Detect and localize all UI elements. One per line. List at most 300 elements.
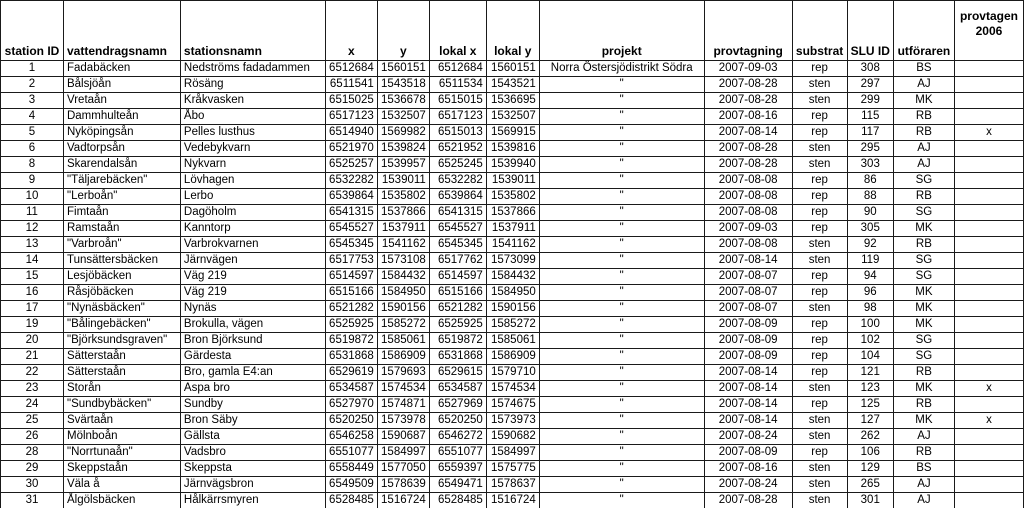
cell-lokal-y[interactable]: 1585061 (486, 333, 539, 349)
cell-stationsnamn[interactable]: Pelles lusthus (180, 125, 325, 141)
cell-provtagning[interactable]: 2007-08-07 (704, 285, 792, 301)
cell-y[interactable]: 1537911 (377, 221, 429, 237)
cell-substrat[interactable]: sten (792, 381, 847, 397)
cell-lokal-y[interactable]: 1573973 (486, 413, 539, 429)
cell-stationsnamn[interactable]: Dagöholm (180, 205, 325, 221)
cell-substrat[interactable]: sten (792, 413, 847, 429)
cell-slu-id[interactable]: 129 (847, 461, 893, 477)
cell-substrat[interactable]: rep (792, 317, 847, 333)
cell-utforaren[interactable]: AJ (893, 77, 954, 93)
cell-x[interactable]: 6539864 (325, 189, 377, 205)
cell-provtagning[interactable]: 2007-08-16 (704, 461, 792, 477)
cell-lokal-y[interactable]: 1569915 (486, 125, 539, 141)
cell-lokal-x[interactable]: 6551077 (429, 445, 486, 461)
cell-projekt[interactable]: " (539, 269, 704, 285)
cell-y[interactable]: 1585061 (377, 333, 429, 349)
cell-lokal-x[interactable]: 6519872 (429, 333, 486, 349)
cell-station-id[interactable]: 16 (1, 285, 64, 301)
cell-lokal-y[interactable]: 1584432 (486, 269, 539, 285)
cell-stationsnamn[interactable]: Vadsbro (180, 445, 325, 461)
cell-lokal-x[interactable]: 6545345 (429, 237, 486, 253)
cell-provtagning[interactable]: 2007-08-07 (704, 301, 792, 317)
cell-y[interactable]: 1574534 (377, 381, 429, 397)
cell-utforaren[interactable]: RB (893, 397, 954, 413)
cell-station-id[interactable]: 28 (1, 445, 64, 461)
cell-station-id[interactable]: 20 (1, 333, 64, 349)
cell-y[interactable]: 1536678 (377, 93, 429, 109)
cell-provtagning[interactable]: 2007-08-28 (704, 77, 792, 93)
cell-lokal-x[interactable]: 6559397 (429, 461, 486, 477)
cell-stationsnamn[interactable]: Varbrokvarnen (180, 237, 325, 253)
cell-projekt[interactable]: " (539, 493, 704, 508)
cell-lokal-x[interactable]: 6541315 (429, 205, 486, 221)
cell-stationsnamn[interactable]: Kråkvasken (180, 93, 325, 109)
cell-provtagen-2006[interactable]: x (954, 125, 1023, 141)
cell-vattendragsnamn[interactable]: Väla å (63, 477, 180, 493)
cell-station-id[interactable]: 25 (1, 413, 64, 429)
cell-lokal-x[interactable]: 6546272 (429, 429, 486, 445)
cell-provtagen-2006[interactable] (954, 493, 1023, 508)
cell-vattendragsnamn[interactable]: "Täljarebäcken" (63, 173, 180, 189)
header-y[interactable]: y (377, 1, 429, 61)
cell-lokal-x[interactable]: 6529615 (429, 365, 486, 381)
cell-utforaren[interactable]: MK (893, 93, 954, 109)
cell-stationsnamn[interactable]: Järnvägsbron (180, 477, 325, 493)
cell-lokal-y[interactable]: 1537911 (486, 221, 539, 237)
cell-projekt[interactable]: " (539, 317, 704, 333)
cell-stationsnamn[interactable]: Gällsta (180, 429, 325, 445)
cell-provtagning[interactable]: 2007-08-28 (704, 493, 792, 508)
cell-stationsnamn[interactable]: Nedströms fadadammen (180, 61, 325, 77)
cell-substrat[interactable]: sten (792, 253, 847, 269)
cell-slu-id[interactable]: 98 (847, 301, 893, 317)
cell-lokal-x[interactable]: 6549471 (429, 477, 486, 493)
cell-lokal-x[interactable]: 6527969 (429, 397, 486, 413)
cell-provtagning[interactable]: 2007-08-14 (704, 253, 792, 269)
cell-provtagen-2006[interactable] (954, 301, 1023, 317)
cell-lokal-y[interactable]: 1541162 (486, 237, 539, 253)
cell-provtagen-2006[interactable] (954, 429, 1023, 445)
cell-lokal-y[interactable]: 1532507 (486, 109, 539, 125)
cell-y[interactable]: 1543518 (377, 77, 429, 93)
cell-provtagning[interactable]: 2007-08-14 (704, 365, 792, 381)
cell-slu-id[interactable]: 100 (847, 317, 893, 333)
cell-projekt[interactable]: " (539, 141, 704, 157)
cell-vattendragsnamn[interactable]: Dammhulteån (63, 109, 180, 125)
cell-lokal-x[interactable]: 6521282 (429, 301, 486, 317)
cell-projekt[interactable]: " (539, 173, 704, 189)
cell-station-id[interactable]: 4 (1, 109, 64, 125)
cell-utforaren[interactable]: SG (893, 349, 954, 365)
cell-y[interactable]: 1584997 (377, 445, 429, 461)
cell-vattendragsnamn[interactable]: Fimtaån (63, 205, 180, 221)
cell-substrat[interactable]: rep (792, 221, 847, 237)
cell-projekt[interactable]: " (539, 477, 704, 493)
cell-vattendragsnamn[interactable]: Råsjöbäcken (63, 285, 180, 301)
cell-x[interactable]: 6532282 (325, 173, 377, 189)
cell-slu-id[interactable]: 121 (847, 365, 893, 381)
cell-slu-id[interactable]: 301 (847, 493, 893, 508)
cell-projekt[interactable]: " (539, 381, 704, 397)
cell-provtagning[interactable]: 2007-08-14 (704, 381, 792, 397)
cell-lokal-x[interactable]: 6528485 (429, 493, 486, 508)
cell-substrat[interactable]: rep (792, 397, 847, 413)
cell-vattendragsnamn[interactable]: Nyköpingsån (63, 125, 180, 141)
cell-provtagning[interactable]: 2007-08-14 (704, 397, 792, 413)
cell-provtagning[interactable]: 2007-08-24 (704, 477, 792, 493)
cell-provtagning[interactable]: 2007-08-14 (704, 125, 792, 141)
cell-vattendragsnamn[interactable]: Skarendalsån (63, 157, 180, 173)
cell-vattendragsnamn[interactable]: Bålsjöån (63, 77, 180, 93)
cell-y[interactable]: 1590687 (377, 429, 429, 445)
cell-provtagen-2006[interactable]: x (954, 413, 1023, 429)
header-stationsnamn[interactable]: stationsnamn (180, 1, 325, 61)
cell-station-id[interactable]: 14 (1, 253, 64, 269)
cell-station-id[interactable]: 13 (1, 237, 64, 253)
cell-station-id[interactable]: 30 (1, 477, 64, 493)
cell-slu-id[interactable]: 115 (847, 109, 893, 125)
cell-lokal-x[interactable]: 6512684 (429, 61, 486, 77)
cell-lokal-y[interactable]: 1584997 (486, 445, 539, 461)
cell-projekt[interactable]: Norra Östersjödistrikt Södra (539, 61, 704, 77)
cell-provtagen-2006[interactable] (954, 285, 1023, 301)
cell-x[interactable]: 6545345 (325, 237, 377, 253)
cell-projekt[interactable]: " (539, 365, 704, 381)
cell-y[interactable]: 1516724 (377, 493, 429, 508)
cell-x[interactable]: 6529619 (325, 365, 377, 381)
cell-slu-id[interactable]: 106 (847, 445, 893, 461)
cell-slu-id[interactable]: 303 (847, 157, 893, 173)
cell-x[interactable]: 6520250 (325, 413, 377, 429)
cell-substrat[interactable]: rep (792, 365, 847, 381)
cell-provtagen-2006[interactable] (954, 317, 1023, 333)
cell-station-id[interactable]: 10 (1, 189, 64, 205)
cell-station-id[interactable]: 2 (1, 77, 64, 93)
cell-substrat[interactable]: rep (792, 285, 847, 301)
cell-stationsnamn[interactable]: Sundby (180, 397, 325, 413)
cell-provtagning[interactable]: 2007-08-08 (704, 237, 792, 253)
cell-slu-id[interactable]: 127 (847, 413, 893, 429)
cell-utforaren[interactable]: RB (893, 237, 954, 253)
cell-projekt[interactable]: " (539, 221, 704, 237)
cell-substrat[interactable]: sten (792, 477, 847, 493)
cell-substrat[interactable]: sten (792, 237, 847, 253)
cell-provtagen-2006[interactable] (954, 349, 1023, 365)
cell-utforaren[interactable]: AJ (893, 157, 954, 173)
cell-y[interactable]: 1541162 (377, 237, 429, 253)
cell-vattendragsnamn[interactable]: Vadtorpsån (63, 141, 180, 157)
cell-y[interactable]: 1579693 (377, 365, 429, 381)
cell-lokal-x[interactable]: 6525245 (429, 157, 486, 173)
cell-station-id[interactable]: 26 (1, 429, 64, 445)
cell-stationsnamn[interactable]: Bron Säby (180, 413, 325, 429)
cell-slu-id[interactable]: 297 (847, 77, 893, 93)
cell-stationsnamn[interactable]: Brokulla, vägen (180, 317, 325, 333)
cell-station-id[interactable]: 19 (1, 317, 64, 333)
cell-projekt[interactable]: " (539, 461, 704, 477)
cell-lokal-x[interactable]: 6517123 (429, 109, 486, 125)
cell-lokal-x[interactable]: 6517762 (429, 253, 486, 269)
cell-stationsnamn[interactable]: Lerbo (180, 189, 325, 205)
cell-lokal-y[interactable]: 1586909 (486, 349, 539, 365)
cell-projekt[interactable]: " (539, 333, 704, 349)
cell-slu-id[interactable]: 308 (847, 61, 893, 77)
cell-vattendragsnamn[interactable]: "Lerboån" (63, 189, 180, 205)
cell-utforaren[interactable]: MK (893, 317, 954, 333)
cell-x[interactable]: 6517753 (325, 253, 377, 269)
cell-x[interactable]: 6514597 (325, 269, 377, 285)
cell-projekt[interactable]: " (539, 125, 704, 141)
cell-station-id[interactable]: 15 (1, 269, 64, 285)
cell-vattendragsnamn[interactable]: Svärtaån (63, 413, 180, 429)
cell-projekt[interactable]: " (539, 109, 704, 125)
cell-lokal-y[interactable]: 1516724 (486, 493, 539, 508)
cell-lokal-x[interactable]: 6525925 (429, 317, 486, 333)
cell-y[interactable]: 1539011 (377, 173, 429, 189)
cell-lokal-y[interactable]: 1578637 (486, 477, 539, 493)
cell-provtagning[interactable]: 2007-08-08 (704, 173, 792, 189)
cell-station-id[interactable]: 24 (1, 397, 64, 413)
cell-lokal-y[interactable]: 1575775 (486, 461, 539, 477)
header-substrat[interactable]: substrat (792, 1, 847, 61)
cell-substrat[interactable]: rep (792, 173, 847, 189)
cell-lokal-y[interactable]: 1585272 (486, 317, 539, 333)
cell-utforaren[interactable]: MK (893, 221, 954, 237)
cell-lokal-x[interactable]: 6539864 (429, 189, 486, 205)
cell-substrat[interactable]: sten (792, 93, 847, 109)
cell-utforaren[interactable]: AJ (893, 429, 954, 445)
cell-utforaren[interactable]: SG (893, 205, 954, 221)
cell-substrat[interactable]: rep (792, 109, 847, 125)
cell-slu-id[interactable]: 90 (847, 205, 893, 221)
cell-utforaren[interactable]: AJ (893, 493, 954, 508)
cell-lokal-y[interactable]: 1579710 (486, 365, 539, 381)
cell-vattendragsnamn[interactable]: "Varbroån" (63, 237, 180, 253)
cell-y[interactable]: 1584950 (377, 285, 429, 301)
cell-slu-id[interactable]: 262 (847, 429, 893, 445)
cell-provtagning[interactable]: 2007-08-07 (704, 269, 792, 285)
cell-x[interactable]: 6558449 (325, 461, 377, 477)
cell-station-id[interactable]: 5 (1, 125, 64, 141)
cell-lokal-x[interactable]: 6515013 (429, 125, 486, 141)
cell-stationsnamn[interactable]: Aspa bro (180, 381, 325, 397)
cell-lokal-y[interactable]: 1590682 (486, 429, 539, 445)
cell-vattendragsnamn[interactable]: Tunsättersbäcken (63, 253, 180, 269)
cell-lokal-x[interactable]: 6515015 (429, 93, 486, 109)
cell-provtagen-2006[interactable] (954, 205, 1023, 221)
cell-lokal-y[interactable]: 1574675 (486, 397, 539, 413)
cell-utforaren[interactable]: BS (893, 61, 954, 77)
cell-station-id[interactable]: 17 (1, 301, 64, 317)
cell-y[interactable]: 1569982 (377, 125, 429, 141)
cell-lokal-x[interactable]: 6511534 (429, 77, 486, 93)
cell-stationsnamn[interactable]: Bron Björksund (180, 333, 325, 349)
cell-projekt[interactable]: " (539, 157, 704, 173)
cell-x[interactable]: 6515025 (325, 93, 377, 109)
cell-provtagen-2006[interactable] (954, 61, 1023, 77)
cell-vattendragsnamn[interactable]: "Björksundsgraven" (63, 333, 180, 349)
cell-vattendragsnamn[interactable]: Skeppstaån (63, 461, 180, 477)
cell-substrat[interactable]: sten (792, 493, 847, 508)
cell-provtagen-2006[interactable] (954, 109, 1023, 125)
cell-vattendragsnamn[interactable]: Mölnboån (63, 429, 180, 445)
cell-vattendragsnamn[interactable]: Storån (63, 381, 180, 397)
cell-slu-id[interactable]: 119 (847, 253, 893, 269)
cell-x[interactable]: 6541315 (325, 205, 377, 221)
cell-lokal-y[interactable]: 1573099 (486, 253, 539, 269)
cell-utforaren[interactable]: AJ (893, 141, 954, 157)
cell-provtagen-2006[interactable] (954, 77, 1023, 93)
cell-station-id[interactable]: 23 (1, 381, 64, 397)
cell-lokal-y[interactable]: 1539940 (486, 157, 539, 173)
cell-x[interactable]: 6515166 (325, 285, 377, 301)
cell-provtagning[interactable]: 2007-08-16 (704, 109, 792, 125)
cell-provtagning[interactable]: 2007-08-08 (704, 189, 792, 205)
cell-projekt[interactable]: " (539, 253, 704, 269)
cell-y[interactable]: 1577050 (377, 461, 429, 477)
cell-vattendragsnamn[interactable]: "Sundbybäcken" (63, 397, 180, 413)
cell-provtagning[interactable]: 2007-08-28 (704, 157, 792, 173)
cell-utforaren[interactable]: SG (893, 173, 954, 189)
cell-vattendragsnamn[interactable]: Vretaån (63, 93, 180, 109)
cell-provtagning[interactable]: 2007-08-09 (704, 317, 792, 333)
header-provtagning[interactable]: provtagning (704, 1, 792, 61)
cell-x[interactable]: 6531868 (325, 349, 377, 365)
cell-station-id[interactable]: 12 (1, 221, 64, 237)
cell-lokal-y[interactable]: 1590156 (486, 301, 539, 317)
cell-slu-id[interactable]: 96 (847, 285, 893, 301)
cell-utforaren[interactable]: SG (893, 333, 954, 349)
cell-substrat[interactable]: sten (792, 429, 847, 445)
cell-substrat[interactable]: rep (792, 189, 847, 205)
cell-lokal-y[interactable]: 1560151 (486, 61, 539, 77)
header-projekt[interactable]: projekt (539, 1, 704, 61)
cell-projekt[interactable]: " (539, 349, 704, 365)
cell-lokal-x[interactable]: 6514597 (429, 269, 486, 285)
cell-stationsnamn[interactable]: Skeppsta (180, 461, 325, 477)
cell-utforaren[interactable]: BS (893, 461, 954, 477)
cell-provtagen-2006[interactable] (954, 157, 1023, 173)
cell-y[interactable]: 1537866 (377, 205, 429, 221)
cell-substrat[interactable]: sten (792, 77, 847, 93)
cell-station-id[interactable]: 21 (1, 349, 64, 365)
cell-provtagen-2006[interactable] (954, 461, 1023, 477)
cell-x[interactable]: 6511541 (325, 77, 377, 93)
header-vattendragsnamn[interactable]: vattendragsnamn (63, 1, 180, 61)
cell-stationsnamn[interactable]: Vedebykvarn (180, 141, 325, 157)
cell-x[interactable]: 6551077 (325, 445, 377, 461)
cell-slu-id[interactable]: 92 (847, 237, 893, 253)
cell-lokal-y[interactable]: 1539011 (486, 173, 539, 189)
cell-slu-id[interactable]: 104 (847, 349, 893, 365)
cell-stationsnamn[interactable]: Gärdesta (180, 349, 325, 365)
cell-slu-id[interactable]: 102 (847, 333, 893, 349)
cell-vattendragsnamn[interactable]: "Nynäsbäcken" (63, 301, 180, 317)
cell-stationsnamn[interactable]: Kanntorp (180, 221, 325, 237)
cell-station-id[interactable]: 29 (1, 461, 64, 477)
cell-provtagen-2006[interactable] (954, 253, 1023, 269)
cell-slu-id[interactable]: 295 (847, 141, 893, 157)
cell-x[interactable]: 6528485 (325, 493, 377, 508)
cell-provtagning[interactable]: 2007-08-24 (704, 429, 792, 445)
cell-projekt[interactable]: " (539, 77, 704, 93)
cell-provtagen-2006[interactable] (954, 237, 1023, 253)
cell-vattendragsnamn[interactable]: Ålgölsbäcken (63, 493, 180, 508)
header-lokal-x[interactable]: lokal x (429, 1, 486, 61)
cell-slu-id[interactable]: 299 (847, 93, 893, 109)
cell-stationsnamn[interactable]: Nykvarn (180, 157, 325, 173)
cell-x[interactable]: 6525925 (325, 317, 377, 333)
cell-lokal-y[interactable]: 1584950 (486, 285, 539, 301)
cell-lokal-y[interactable]: 1574534 (486, 381, 539, 397)
cell-y[interactable]: 1585272 (377, 317, 429, 333)
cell-lokal-x[interactable]: 6521952 (429, 141, 486, 157)
cell-provtagen-2006[interactable] (954, 365, 1023, 381)
cell-lokal-x[interactable]: 6545527 (429, 221, 486, 237)
cell-provtagen-2006[interactable] (954, 477, 1023, 493)
cell-y[interactable]: 1584432 (377, 269, 429, 285)
cell-stationsnamn[interactable]: Bro, gamla E4:an (180, 365, 325, 381)
cell-x[interactable]: 6521282 (325, 301, 377, 317)
cell-substrat[interactable]: rep (792, 333, 847, 349)
cell-stationsnamn[interactable]: Rösäng (180, 77, 325, 93)
cell-stationsnamn[interactable]: Åbo (180, 109, 325, 125)
cell-substrat[interactable]: sten (792, 301, 847, 317)
cell-x[interactable]: 6545527 (325, 221, 377, 237)
header-slu-id[interactable]: SLU ID (847, 1, 893, 61)
cell-x[interactable]: 6521970 (325, 141, 377, 157)
cell-substrat[interactable]: rep (792, 61, 847, 77)
cell-slu-id[interactable]: 88 (847, 189, 893, 205)
header-lokal-y[interactable]: lokal y (486, 1, 539, 61)
cell-stationsnamn[interactable]: Väg 219 (180, 269, 325, 285)
cell-utforaren[interactable]: SG (893, 269, 954, 285)
cell-lokal-y[interactable]: 1536695 (486, 93, 539, 109)
cell-lokal-x[interactable]: 6520250 (429, 413, 486, 429)
cell-x[interactable]: 6514940 (325, 125, 377, 141)
cell-provtagen-2006[interactable] (954, 397, 1023, 413)
cell-projekt[interactable]: " (539, 205, 704, 221)
cell-utforaren[interactable]: MK (893, 413, 954, 429)
cell-projekt[interactable]: " (539, 301, 704, 317)
cell-substrat[interactable]: sten (792, 157, 847, 173)
cell-provtagning[interactable]: 2007-09-03 (704, 221, 792, 237)
cell-vattendragsnamn[interactable]: "Norrtunaån" (63, 445, 180, 461)
cell-substrat[interactable]: rep (792, 269, 847, 285)
cell-projekt[interactable]: " (539, 445, 704, 461)
cell-provtagning[interactable]: 2007-08-09 (704, 333, 792, 349)
cell-x[interactable]: 6546258 (325, 429, 377, 445)
cell-projekt[interactable]: " (539, 285, 704, 301)
cell-substrat[interactable]: rep (792, 205, 847, 221)
cell-lokal-y[interactable]: 1535802 (486, 189, 539, 205)
cell-utforaren[interactable]: MK (893, 381, 954, 397)
cell-utforaren[interactable]: MK (893, 285, 954, 301)
cell-projekt[interactable]: " (539, 189, 704, 205)
cell-provtagen-2006[interactable] (954, 221, 1023, 237)
cell-provtagning[interactable]: 2007-08-28 (704, 141, 792, 157)
cell-x[interactable]: 6517123 (325, 109, 377, 125)
cell-vattendragsnamn[interactable]: Sätterstaån (63, 349, 180, 365)
cell-slu-id[interactable]: 125 (847, 397, 893, 413)
header-provtagen-2006[interactable]: provtagen 2006 (954, 1, 1023, 61)
cell-utforaren[interactable]: RB (893, 109, 954, 125)
cell-slu-id[interactable]: 117 (847, 125, 893, 141)
cell-y[interactable]: 1560151 (377, 61, 429, 77)
cell-provtagen-2006[interactable] (954, 445, 1023, 461)
cell-projekt[interactable]: " (539, 93, 704, 109)
cell-utforaren[interactable]: RB (893, 189, 954, 205)
